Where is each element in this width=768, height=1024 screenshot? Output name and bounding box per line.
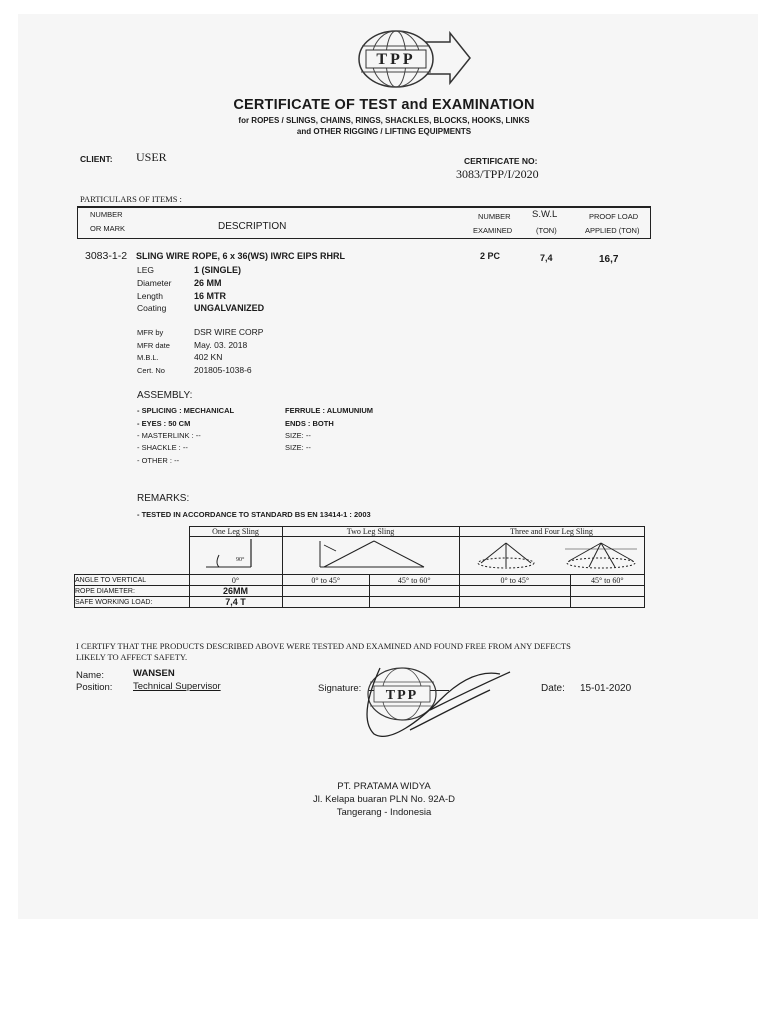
mfr-value: 402 KN: [194, 352, 223, 362]
sling-table: [74, 526, 645, 608]
item-swl: 7,4: [540, 253, 553, 263]
footer-address-1: Jl. Kelapa buaran PLN No. 92A-D: [312, 794, 456, 805]
assembly-title: ASSEMBLY:: [137, 390, 193, 401]
certify-line-2: LIKELY TO AFFECT SAFETY.: [76, 652, 188, 662]
certificate-no-label: CERTIFICATE NO:: [464, 156, 538, 166]
spec-value: 16 MTR: [194, 291, 227, 301]
row-label-angle: ANGLE TO VERTICAL: [75, 575, 190, 586]
two-leg-sling-header: Two Leg Sling: [283, 527, 459, 537]
name-value: WANSEN: [133, 668, 175, 679]
footer-company: PT. PRATAMA WIDYA: [337, 781, 431, 792]
col-number-examined: NUMBER: [478, 212, 511, 221]
certificate-subtitle-2: and OTHER RIGGING / LIFTING EQUIPMENTS: [296, 127, 472, 136]
mfr-label: Cert. No: [137, 366, 165, 375]
angle-cell: 45° to 60°: [571, 575, 644, 586]
row-label-swl: SAFE WORKING LOAD:: [75, 597, 190, 608]
item-proof-load: 16,7: [599, 254, 619, 265]
assembly-item: ENDS : BOTH: [285, 419, 334, 428]
company-stamp-signature: [350, 660, 520, 744]
mfr-label: MFR date: [137, 341, 170, 350]
certificate-subtitle-1: for ROPES / SLINGS, CHAINS, RINGS, SHACKLES, BLOCKS, HOOKS, LINKS: [238, 116, 530, 125]
date-value: 15-01-2020: [580, 683, 632, 694]
position-value: Technical Supervisor: [133, 681, 221, 692]
assembly-item: - SPLICING : MECHANICAL: [137, 406, 235, 415]
mfr-value: May. 03. 2018: [194, 340, 248, 350]
spec-value: 26 MM: [194, 278, 222, 288]
col-swl: S.W.L: [532, 209, 558, 220]
angle-90-label: 90°: [235, 557, 244, 563]
certify-line-1: I CERTIFY THAT THE PRODUCTS DESCRIBED ABOVE WERE TESTED AND EXAMINED AND FOUND FREE FROM ANY DEFECTS: [76, 641, 571, 651]
stamp-logo-text: TPP: [385, 688, 419, 703]
position-label: Position:: [76, 682, 113, 693]
one-leg-sling-cell: [189, 527, 282, 575]
three-four-leg-sling-diagram: [461, 537, 643, 571]
col-swl-2: (TON): [536, 226, 557, 235]
certificate-title: CERTIFICATE OF TEST and EXAMINATION: [233, 97, 535, 113]
assembly-item: SIZE: --: [285, 443, 311, 452]
client-value: USER: [136, 150, 167, 164]
col-description: DESCRIPTION: [218, 221, 287, 232]
mfr-label: M.B.L.: [137, 353, 159, 362]
item-mark: 3083-1-2: [85, 250, 128, 262]
three-four-leg-sling-cell: [459, 527, 644, 575]
one-leg-sling-diagram: [191, 537, 281, 571]
spec-label: LEG: [137, 265, 155, 275]
col-number-or-mark: NUMBER: [90, 210, 123, 219]
remarks-title: REMARKS:: [137, 493, 190, 504]
particulars-label: PARTICULARS OF ITEMS :: [80, 194, 182, 204]
swl-value: 7,4 T: [189, 597, 282, 608]
assembly-item: - MASTERLINK : --: [137, 431, 201, 440]
two-leg-sling-diagram: [284, 537, 458, 571]
col-number-or-mark-2: OR MARK: [90, 224, 126, 233]
rope-diameter-value: 26MM: [189, 586, 282, 597]
particulars-header-box: [77, 206, 651, 239]
remarks-text: - TESTED IN ACCORDANCE TO STANDARD BS EN 13414-1 : 2003: [137, 510, 371, 519]
angle-cell: 0° to 45°: [459, 575, 571, 586]
mfr-value: 201805-1038-6: [194, 365, 252, 375]
angle-cell: 45° to 60°: [369, 575, 459, 586]
row-label-rope-diameter: ROPE DIAMETER:: [75, 586, 190, 597]
assembly-item: - SHACKLE : --: [137, 443, 188, 452]
spec-value: 1 (SINGLE): [194, 265, 242, 275]
certificate-no-value: 3083/TPP/I/2020: [456, 167, 539, 181]
assembly-item: - OTHER : --: [137, 456, 180, 465]
item-description: SLING WIRE ROPE, 6 x 36(WS) IWRC EIPS RHRL: [136, 251, 346, 261]
col-proof-load: PROOF LOAD: [589, 212, 639, 221]
date-label: Date:: [541, 683, 565, 694]
angle-cell: 0°: [189, 575, 282, 586]
assembly-item: FERRULE : ALUMUNIUM: [285, 406, 374, 415]
signature-label: Signature:: [318, 683, 362, 694]
mfr-value: DSR WIRE CORP: [194, 327, 264, 337]
spec-label: Diameter: [137, 278, 172, 288]
name-label: Name:: [76, 670, 104, 681]
assembly-item: - EYES : 50 CM: [137, 419, 191, 428]
mfr-label: MFR by: [137, 328, 164, 337]
tpp-logo: [352, 28, 472, 90]
one-leg-sling-header: One Leg Sling: [190, 527, 282, 537]
client-label: CLIENT:: [80, 154, 113, 164]
assembly-item: SIZE: --: [285, 431, 311, 440]
angle-cell: 0° to 45°: [282, 575, 369, 586]
spec-label: Coating: [137, 303, 167, 313]
item-examined: 2 PC: [480, 251, 501, 261]
footer-address-2: Tangerang - Indonesia: [336, 807, 432, 818]
logo-text: TPP: [376, 51, 416, 68]
spec-label: Length: [137, 291, 163, 301]
two-leg-sling-cell: [282, 527, 459, 575]
col-number-examined-2: EXAMINED: [473, 226, 513, 235]
three-four-leg-sling-header: Three and Four Leg Sling: [460, 527, 644, 537]
spec-value: UNGALVANIZED: [194, 303, 265, 313]
col-proof-load-2: APPLIED (TON): [585, 226, 640, 235]
